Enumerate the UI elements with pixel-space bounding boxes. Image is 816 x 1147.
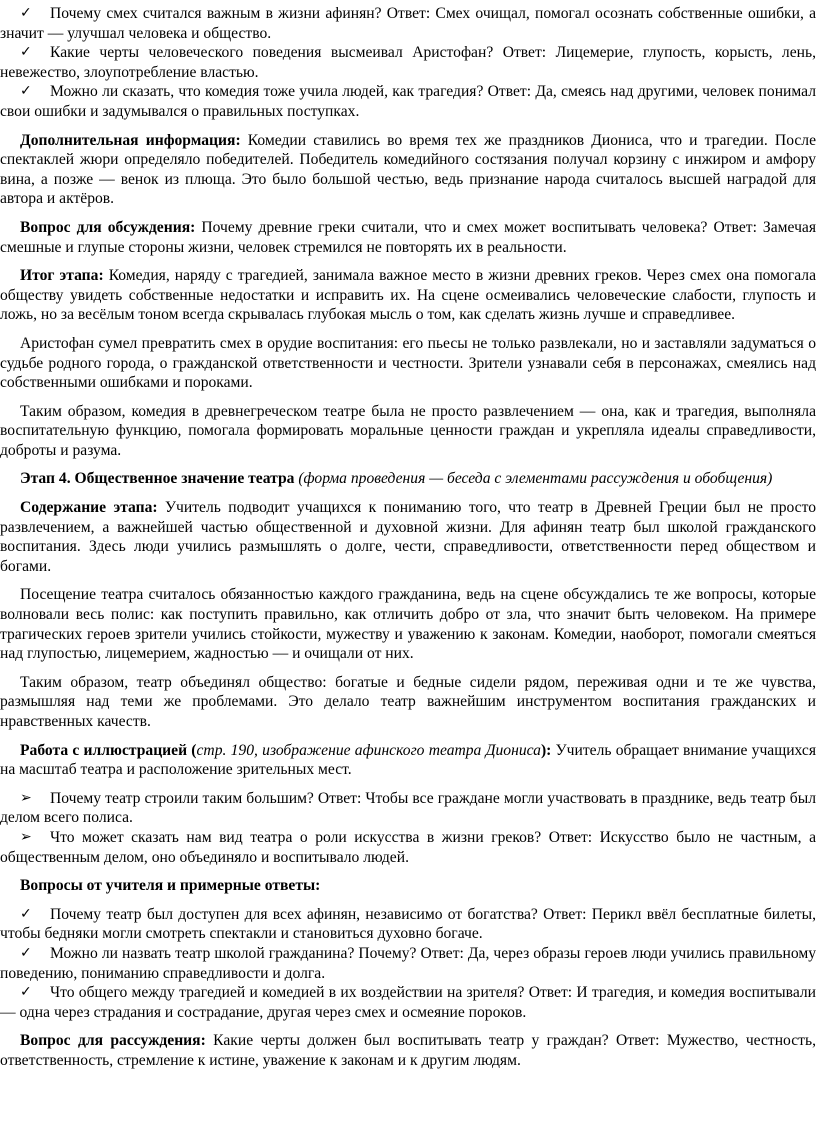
stage4-heading	[0, 469, 816, 489]
list-item-text: Почему смех считался важным в жизни афинян? Ответ: Смех очищал, помогал осознать собственные ошибки, а значит — улучшал человека и общество.	[0, 5, 816, 42]
checkmark-icon: ✓	[20, 905, 32, 922]
arrowhead-bullet-icon: ➢	[20, 828, 32, 845]
bullet-list-top	[0, 4, 816, 122]
checkmark-icon: ✓	[20, 44, 32, 61]
checkmark-icon: ✓	[20, 944, 32, 961]
list-item-text: Какие черты человеческого поведения высмеивал Аристофан? Ответ: Лицемерие, глупость, корысть, лень, невежество, злоупотребление властью.	[0, 44, 816, 81]
stage-result-text: Комедия, наряду с трагедией, занимала важное место в жизни древних греков. Через смех она помогала обществу увидеть собственные недостатки и исправить их. На сцене осмеивались человеческие слабости, глупость и ложь, но за весёлым тоном всегда скрывалась глубокая мысль о том, как сделать жизнь лучше и справедливее.	[0, 267, 816, 324]
stage-result-paragraph	[0, 266, 816, 325]
discussion-question-text: Почему древние греки считали, что и смех может воспитывать человека? Ответ: Замечая смешные и глупые стороны жизни, человек стремился не повторять их в реальности.	[0, 218, 816, 256]
list-item	[0, 944, 816, 983]
list-item	[0, 789, 816, 828]
list-item	[0, 4, 816, 43]
illustration-label-end: ):	[540, 741, 552, 759]
stage-content-label: Содержание этапа:	[20, 499, 158, 517]
reasoning-question-paragraph	[0, 1031, 816, 1070]
stage-content-paragraph	[0, 498, 816, 576]
theatre-unity-paragraph: Таким образом, театр объединял общество: богатые и бедные сидели рядом, переживая одни и те же чувства, размышляя над теми же проблемами. Это делало театр важнейшим инструментом воспитания гражданских и нравственных качеств.	[0, 673, 816, 730]
list-item	[0, 828, 816, 867]
illustration-reference: стр. 190, изображение афинского театра Диониса	[196, 741, 541, 759]
discussion-question-label: Вопрос для обсуждения:	[20, 218, 196, 236]
theatre-attendance-paragraph: Посещение театра считалось обязанностью каждого гражданина, ведь на сцене обсуждались те же вопросы, которые волновали весь полис: как поступить правильно, как отличить добро от зла, что значит быть человеком. На примере трагических героев зрители учились стойкости, мужеству и уважению к законам. Комедии, наоборот, помогали смеяться над глупостью, лицемерием, жадностью — и очищали от них.	[0, 586, 816, 663]
list-item-text: Можно ли назвать театр школой гражданина? Почему? Ответ: Да, через образы героев люди учились правильному поведению, пониманию справедливости и долга.	[0, 944, 816, 982]
teacher-questions-label: Вопросы от учителя и примерные ответы:	[20, 877, 321, 895]
list-item-text: Что может сказать нам вид театра о роли искусства в жизни греков? Ответ: Искусство было не частным, а общественным делом, оно объединяло и воспитывало людей.	[0, 828, 816, 866]
stage-content-text: Учитель подводит учащихся к пониманию того, что театр в Древней Греции был не просто развлечением, а важнейшей частью общественной и духовной жизни. Для афинян театр был школой гражданского воспитания. Здесь люди учились размышлять о долге, чести, справедливости, ответственности перед обществом и богами.	[0, 499, 816, 575]
illustration-paragraph	[0, 741, 816, 780]
bullet-list-illustration	[0, 789, 816, 867]
aristophanes-paragraph: Аристофан сумел превратить смех в орудие воспитания: его пьесы не только развлекали, но и заставляли задуматься о судьбе родного города, о гражданской ответственности и честности. Зрители узнавали себя в персонажах, смеялись над собственными ошибками и пороками.	[0, 334, 816, 392]
list-item-text: Можно ли сказать, что комедия тоже учила людей, как трагедия? Ответ: Да, смеясь над другими, человек понимал свои ошибки и задумывался о правильных поступках.	[0, 83, 816, 120]
list-item-text: Почему театр был доступен для всех афинян, независимо от богатства? Ответ: Перикл ввёл бесплатные билеты, чтобы бедняки могли смотреть спектакли и становиться духовно богаче.	[0, 905, 816, 943]
checkmark-icon: ✓	[20, 83, 32, 100]
list-item-text: Что общего между трагедией и комедией в их воздействии на зрителя? Ответ: И трагедия, и комедия воспитывали — одна через страдания и сострадание, другая через смех и осмеяние пороков.	[0, 984, 816, 1021]
illustration-text: Учитель обращает внимание учащихся на масштаб театра и расположение зрительных мест.	[0, 741, 816, 779]
extra-info-label: Дополнительная информация:	[20, 131, 241, 149]
checkmark-icon: ✓	[20, 984, 32, 1001]
checkmark-icon: ✓	[20, 5, 32, 21]
teacher-questions-heading	[0, 876, 816, 896]
reasoning-question-text: Какие черты должен был воспитывать театр у граждан? Ответ: Мужество, честность, ответственность, стремление к истине, уважение к законам и к другим людям.	[0, 1032, 816, 1069]
illustration-label: Работа с иллюстрацией (	[20, 741, 197, 759]
list-item	[0, 983, 816, 1022]
arrowhead-bullet-icon: ➢	[20, 789, 32, 806]
stage4-title: Этап 4. Общественное значение театра	[20, 470, 295, 488]
bullet-list-teacher	[0, 905, 816, 1023]
list-item	[0, 905, 816, 944]
list-item-text: Почему театр строили таким большим? Ответ: Чтобы все граждане могли участвовать в празднике, ведь театр был делом всего полиса.	[0, 789, 816, 827]
reasoning-question-label: Вопрос для рассуждения:	[20, 1032, 206, 1050]
comedy-conclusion-paragraph: Таким образом, комедия в древнегреческом театре была не просто развлечением — она, как и трагедия, выполняла воспитательную функцию, помогала формировать моральные ценности граждан и укрепляла идеалы справедливости, доброты и разума.	[0, 402, 816, 459]
list-item	[0, 43, 816, 82]
stage-result-label: Итог этапа:	[20, 267, 104, 285]
list-item	[0, 82, 816, 121]
discussion-question-paragraph	[0, 218, 816, 257]
stage4-form: (форма проведения — беседа с элементами рассуждения и обобщения)	[294, 470, 773, 488]
extra-info-paragraph	[0, 131, 816, 209]
extra-info-text: Комедии ставились во время тех же праздников Диониса, что и трагедии. После спектаклей жюри определяло победителей. Победитель комедийного состязания получал корзину с инжиром и амфору вина, а позже — венок из плюща. Это было большой честью, ведь признание народа считалось высшей наградой для автора и актёров.	[0, 131, 816, 208]
